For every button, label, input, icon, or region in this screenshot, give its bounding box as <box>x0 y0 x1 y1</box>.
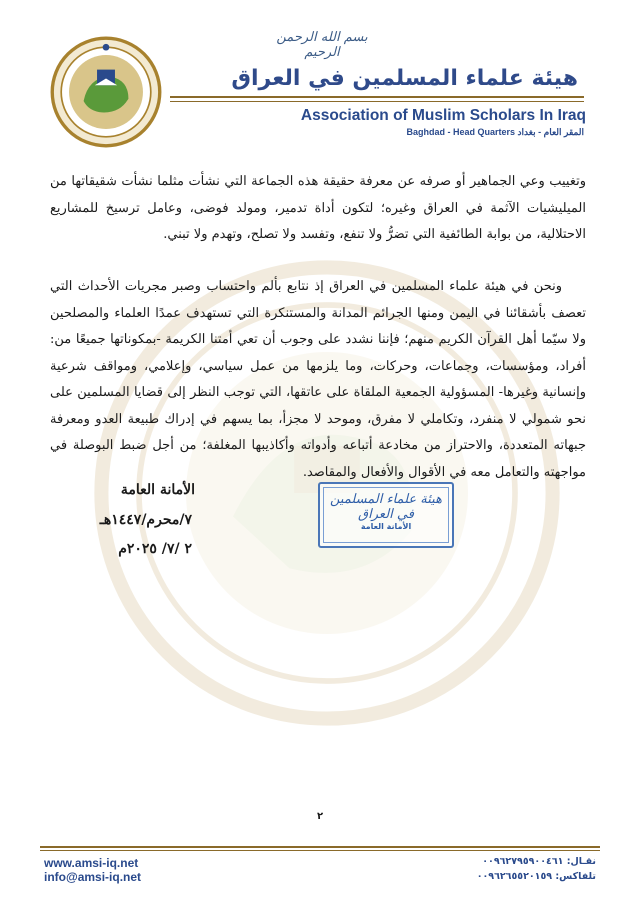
phone-number: نقـال: ٠٠٩٦٢٧٩٥٩٠٠٤٦١ <box>482 856 596 867</box>
body-paragraph-1: وتغييب وعي الجماهير أو صرفه عن معرفة حقيقة هذه الجماعة التي نشأت مثلما نشأت شقيقاتها من الميليشيات الآثمة في العراق وغيره؛ لتكون أداة تدمير، ومولد فوضى، وعامل ترسيخ للمشاريع الاحتلالية، من بوابة الطائفية التي تضرُّ ولا تنفع، وتفسد ولا تصلح، وتهدم ولا تبني. <box>50 174 586 242</box>
header-divider-thin <box>170 101 584 102</box>
official-stamp <box>318 482 454 548</box>
footer-divider <box>40 846 600 848</box>
email-link[interactable]: info@amsi-iq.net <box>44 870 142 884</box>
stamp-organization-name: هيئة علماء المسلمين في العراق <box>330 492 442 522</box>
date-hijri: ٧/محرم/١٤٤٧هـ <box>99 512 192 528</box>
website-link[interactable]: www.amsi-iq.net <box>44 856 139 870</box>
signature-title: الأمانة العامة <box>120 482 195 498</box>
basmala: بسم الله الرحمن الرحيم <box>276 30 368 60</box>
page-number: ٢ <box>316 811 324 822</box>
stamp-subtitle: الأمانة العامة <box>360 522 412 531</box>
organization-name-arabic: هيئة علماء المسلمين في العراق <box>231 66 578 91</box>
organization-name-english: Association of Muslim Scholars In Iraq <box>300 107 586 124</box>
body-paragraph-2: ونحن في هيئة علماء المسلمين في العراق إذ نتابع بألم واحتساب وصبر مجريات الأحداث التي تعصف بأشقائنا في اليمن ومنها الجرائم المدانة والمستنكرة التي تستهدف عمدًا العلماء والمصلحين ولا سيّما أهل القرآن الكريم منهم؛ فإننا نشدد على وجوب أن تعي أمتنا الكريمة -بمكوناتها جميعًا من: أفراد، ومؤسسات، وجماعات، وحركات، وما يلزمها من عمل سياسي، وإعلامي، ومواقف شرعية وإنسانية وغيرها- المسؤولية الجمعية الملقاة على عاتقها، التي توجب النظر إلى قضايا المسلمين على نحو شمولي لا منفرد، وتكاملي لا مفرق، وموحد لا مجزأ، بما يسهم في إدراك طبيعة العدو ومعرفة جبهاته المتعددة، والاحتراز من مخادعة أتباعه وأدواته وأكاذيبها المغلفة؛ من أجل ضبط البوصلة في مواجهته والتعامل معه في الأقوال والأفعال والمقاصد. <box>50 279 586 480</box>
organization-logo-icon <box>50 36 162 148</box>
fax-number: تلفاكس: ٠٠٩٦٢٦٥٥٢٠١٥٩ <box>476 871 596 882</box>
date-gregorian: ٢ /٧/ ٢٠٢٥م <box>118 541 192 557</box>
footer-divider-thin <box>40 850 600 851</box>
header-divider <box>170 96 584 98</box>
headquarters-label: Baghdad - Head Quarters المقر العام - بغداد <box>406 127 584 137</box>
